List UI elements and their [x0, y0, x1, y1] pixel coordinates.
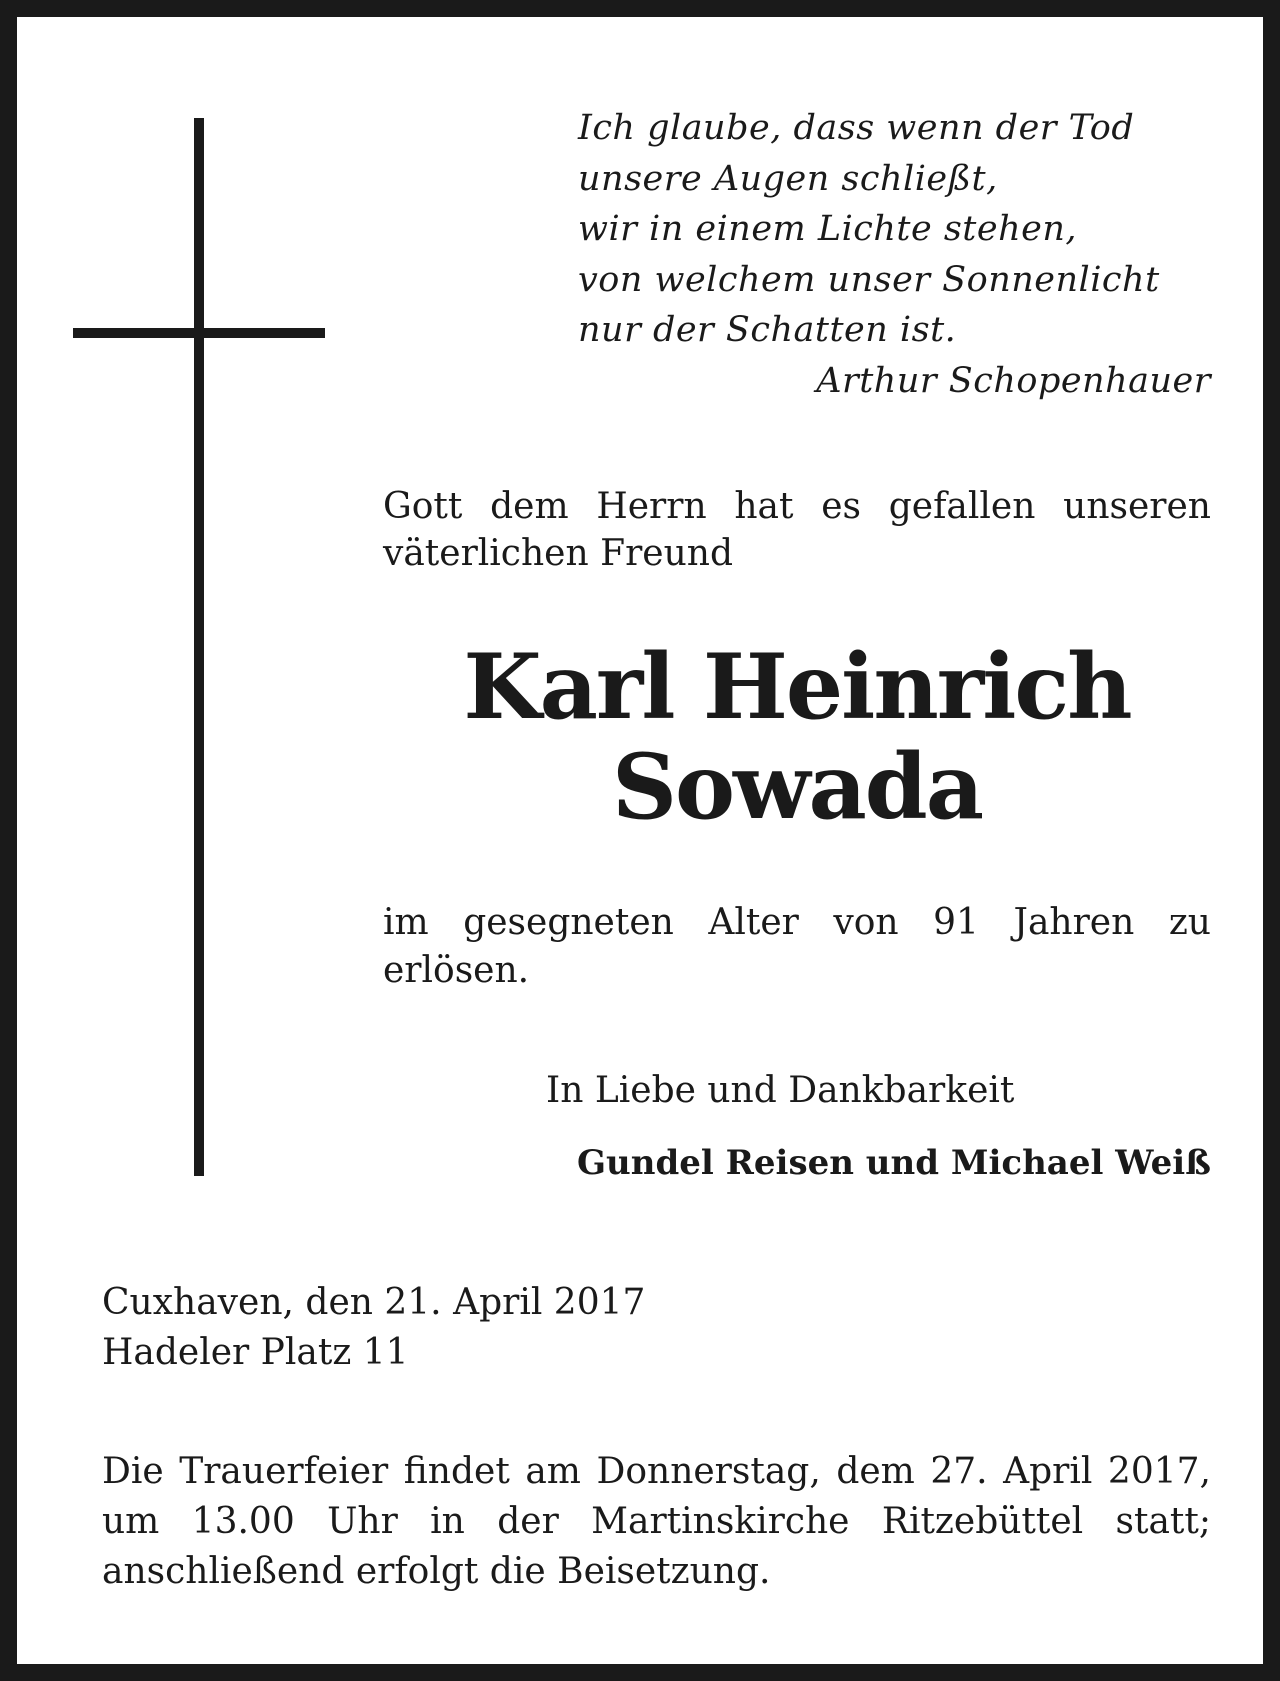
- quote-author: Arthur Schopenhauer: [816, 360, 1211, 401]
- deceased-first-names: Karl Heinrich: [463, 634, 1131, 740]
- intro-text: Gott dem Herrn hat es gefallen unseren väterlichen Freund: [383, 486, 1211, 574]
- quote-line: nur der Schatten ist.: [578, 310, 957, 350]
- quote-line: von welchem unser Sonnenlicht: [578, 259, 1160, 300]
- age-text: im gesegneten Alter von 91 Jahren zu erlösen.: [383, 902, 1211, 991]
- quote-line: wir in einem Lichte stehen,: [578, 209, 1077, 249]
- address: Hadeler Platz 11: [102, 1332, 409, 1373]
- cross-vertical-beam: [194, 118, 204, 1176]
- place-date-block: [102, 1278, 645, 1378]
- quote-line: Ich glaube, dass wenn der Tod: [578, 108, 1135, 148]
- cross-horizontal-beam: [73, 328, 325, 338]
- farewell-text: In Liebe und Dankbarkeit: [546, 1070, 1015, 1111]
- funeral-service-text: Die Trauerfeier findet am Donnerstag, dem 27. April 2017, um 13.00 Uhr in der Martinskirche Ritzebüttel statt; anschließend erfolgt die Beisetzung.: [102, 1451, 1211, 1592]
- deceased-name: [383, 634, 1211, 840]
- quote-block: [578, 103, 1211, 406]
- deceased-surname: Sowada: [611, 734, 983, 840]
- signers: Gundel Reisen und Michael Weiß: [577, 1143, 1211, 1183]
- quote-line: unsere Augen schließt,: [578, 158, 998, 199]
- place-date: Cuxhaven, den 21. April 2017: [102, 1282, 646, 1323]
